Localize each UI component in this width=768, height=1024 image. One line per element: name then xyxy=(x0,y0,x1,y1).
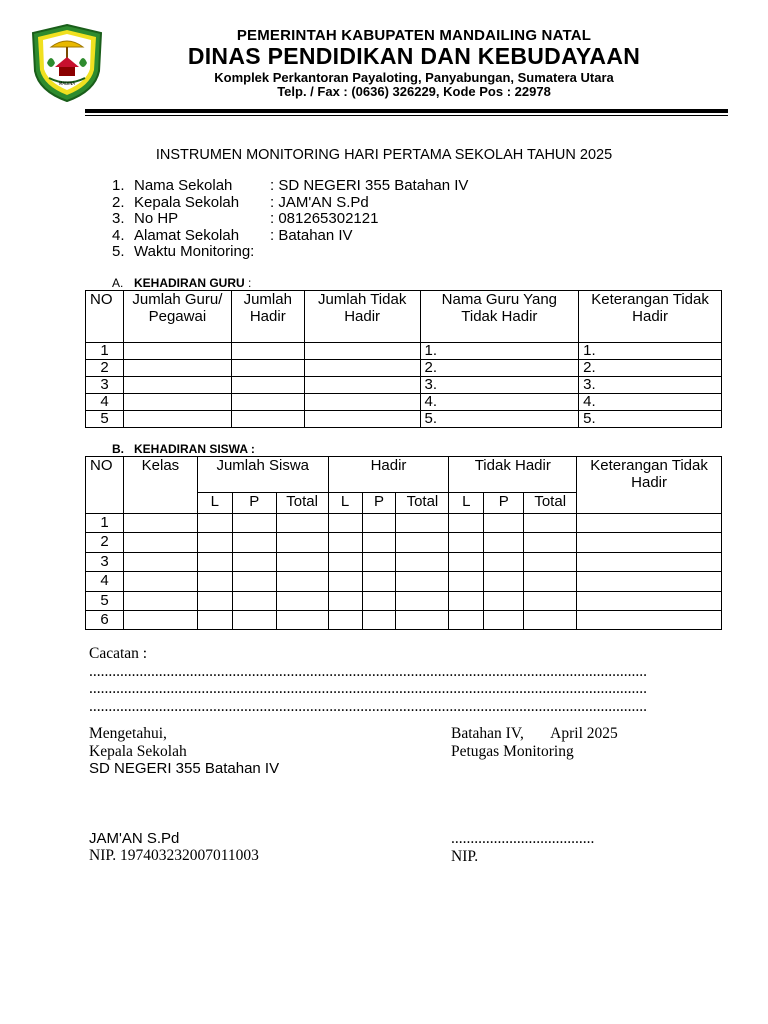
col-header-tidak-hadir: Tidak Hadir xyxy=(449,457,577,493)
info-item: 5. Waktu Monitoring: xyxy=(112,243,255,260)
col-header-no: NO xyxy=(86,457,124,514)
section-a-heading: A. KEHADIRAN GURU : xyxy=(112,276,252,290)
col-header-p: P xyxy=(232,493,276,514)
place-date: Batahan IV, April 2025 xyxy=(451,725,618,742)
notes-line: ................................................................................................................................................ xyxy=(89,680,647,697)
table-row: 2 2. 2. xyxy=(86,360,722,377)
monitor-role: Petugas Monitoring xyxy=(451,742,574,760)
col-header-kelas: Kelas xyxy=(123,457,197,514)
col-header-l: L xyxy=(197,493,232,514)
col-header-l: L xyxy=(449,493,484,514)
info-item: 4. Alamat Sekolah : Batahan IV xyxy=(112,226,353,244)
table-row: 5 5. 5. xyxy=(86,411,722,428)
col-header-no: NO xyxy=(86,291,124,343)
col-header-total: Total xyxy=(276,493,328,514)
col-header-jumlah-guru: Jumlah Guru/ Pegawai xyxy=(123,291,231,343)
col-header-p: P xyxy=(362,493,396,514)
col-header-p: P xyxy=(484,493,524,514)
table-row: 5 xyxy=(86,591,722,610)
table-row: 1 xyxy=(86,514,722,533)
principal-role: Kepala Sekolah xyxy=(89,742,187,760)
col-header-keterangan: Keterangan Tidak Hadir xyxy=(579,291,722,343)
svg-text:MADINA: MADINA xyxy=(58,81,76,86)
col-header-nama-guru: Nama Guru Yang Tidak Hadir xyxy=(420,291,579,343)
col-header-jumlah-siswa: Jumlah Siswa xyxy=(197,457,328,493)
government-name: PEMERINTAH KABUPATEN MANDAILING NATAL xyxy=(236,27,592,44)
document-title: INSTRUMEN MONITORING HARI PERTAMA SEKOLAH TAHUN 2025 xyxy=(155,147,613,163)
table-row: 3 3. 3. xyxy=(86,377,722,394)
student-attendance-table xyxy=(85,456,722,630)
signature-right xyxy=(451,725,618,865)
principal-nip: NIP. 197403232007011003 xyxy=(89,847,259,864)
col-header-jumlah-tidak-hadir: Jumlah Tidak Hadir xyxy=(304,291,420,343)
info-item: 3. No HP : 081265302121 xyxy=(112,210,379,227)
info-item: 1. Nama Sekolah : SD NEGERI 355 Batahan IV xyxy=(112,177,469,194)
section-b-heading: B. KEHADIRAN SISWA : xyxy=(112,442,255,456)
col-header-hadir: Hadir xyxy=(328,457,449,493)
monitor-nip: NIP. xyxy=(451,847,479,865)
teacher-attendance-table xyxy=(85,290,722,428)
notes-section xyxy=(89,645,679,715)
col-header-jumlah-hadir: Jumlah Hadir xyxy=(231,291,304,343)
table-row: 4 4. 4. xyxy=(86,394,722,411)
notes-label: Cacatan : xyxy=(89,645,148,662)
info-item: 2. Kepala Sekolah : JAM'AN S.Pd xyxy=(112,193,369,211)
table-row: 3 xyxy=(86,552,722,571)
principal-name: JAM'AN S.Pd xyxy=(89,829,180,847)
letterhead-divider-thick xyxy=(85,109,728,113)
notes-line: ................................................................................................................................................ xyxy=(89,662,647,680)
school-name: SD NEGERI 355 Batahan IV xyxy=(89,760,280,777)
signature-left xyxy=(89,725,279,865)
table-row: 6 xyxy=(86,610,722,629)
agency-address: Komplek Perkantoran Payaloting, Panyabungan, Sumatera Utara xyxy=(214,70,614,85)
table-row: 2 xyxy=(86,533,722,552)
col-header-total: Total xyxy=(396,493,449,514)
acknowledged-label: Mengetahui, xyxy=(89,725,167,742)
col-header-keterangan: Keterangan Tidak Hadir xyxy=(577,457,722,514)
school-info-list xyxy=(112,178,468,261)
agency-name: DINAS PENDIDIKAN DAN KEBUDAYAAN xyxy=(187,43,641,69)
col-header-total: Total xyxy=(524,493,577,514)
regency-logo xyxy=(29,23,105,103)
notes-line: ................................................................................................................................................ xyxy=(89,697,647,715)
letterhead-divider-thin xyxy=(85,115,728,116)
table-row: 4 xyxy=(86,572,722,591)
agency-contact: Telp. / Fax : (0636) 326229, Kode Pos : 22978 xyxy=(277,84,551,99)
monitor-name-line: ..................................... xyxy=(451,830,595,847)
table-row: 1 1. 1. xyxy=(86,343,722,360)
col-header-l: L xyxy=(328,493,362,514)
